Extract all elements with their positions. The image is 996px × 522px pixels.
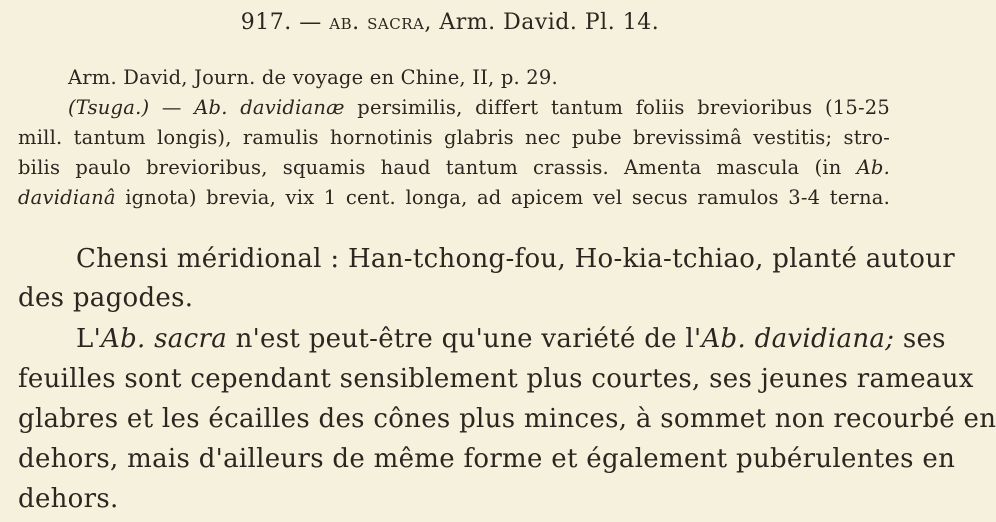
latin-line-2	[68, 96, 890, 119]
french-line-2: des pagodes.	[18, 283, 194, 313]
latin-text: ignota) brevia, vix 1 cent. longa, ad apicem vel secus ramulos 3-4 terna.	[115, 186, 890, 209]
french-text: ses	[894, 324, 946, 354]
french-text: L'	[76, 324, 102, 354]
french-line-1: Chensi méridional : Han-tchong-fou, Ho-kia-tchiao, planté autour	[76, 244, 956, 274]
latin-text: persimilis, differt tantum foliis brevioribus (15-25	[344, 96, 891, 119]
latin-dash: —	[149, 96, 195, 119]
latin-genus: (Tsuga.)	[68, 96, 150, 119]
latin-species: Ab. davidianæ	[194, 96, 345, 119]
french-italic: Ab. davidiana;	[701, 324, 895, 354]
french-line-3	[76, 324, 946, 354]
latin-line-4	[18, 156, 890, 179]
entry-author-plate: Arm. David. Pl. 14.	[439, 10, 660, 35]
latin-line-1: Arm. David, Journ. de voyage en Chine, II, p. 29.	[68, 66, 558, 89]
latin-italic: davidianâ	[18, 186, 116, 209]
french-italic: Ab. sacra	[101, 324, 227, 354]
latin-text: bilis paulo brevioribus, squamis haud tantum crassis. Amenta mascula (in	[18, 156, 857, 179]
french-text: n'est peut-être qu'une variété de l'	[227, 324, 702, 354]
latin-italic: Ab.	[856, 156, 890, 179]
entry-heading	[0, 10, 900, 35]
french-line-5: glabres et les écailles des cônes plus minces, à sommet non recourbé en	[18, 404, 996, 434]
french-line-4: feuilles sont cependant sensiblement plus courtes, ses jeunes rameaux	[18, 364, 974, 394]
latin-line-3: mill. tantum longis), ramulis hornotinis glabris nec pube brevissimâ vestitis; stro-	[18, 126, 890, 149]
latin-line-5	[18, 186, 890, 209]
entry-taxon: ab. sacra,	[329, 10, 432, 35]
entry-number: 917. —	[240, 10, 322, 35]
french-line-6: dehors, mais d'ailleurs de même forme et également pubérulentes en	[18, 444, 956, 474]
french-line-7: dehors.	[18, 484, 119, 514]
